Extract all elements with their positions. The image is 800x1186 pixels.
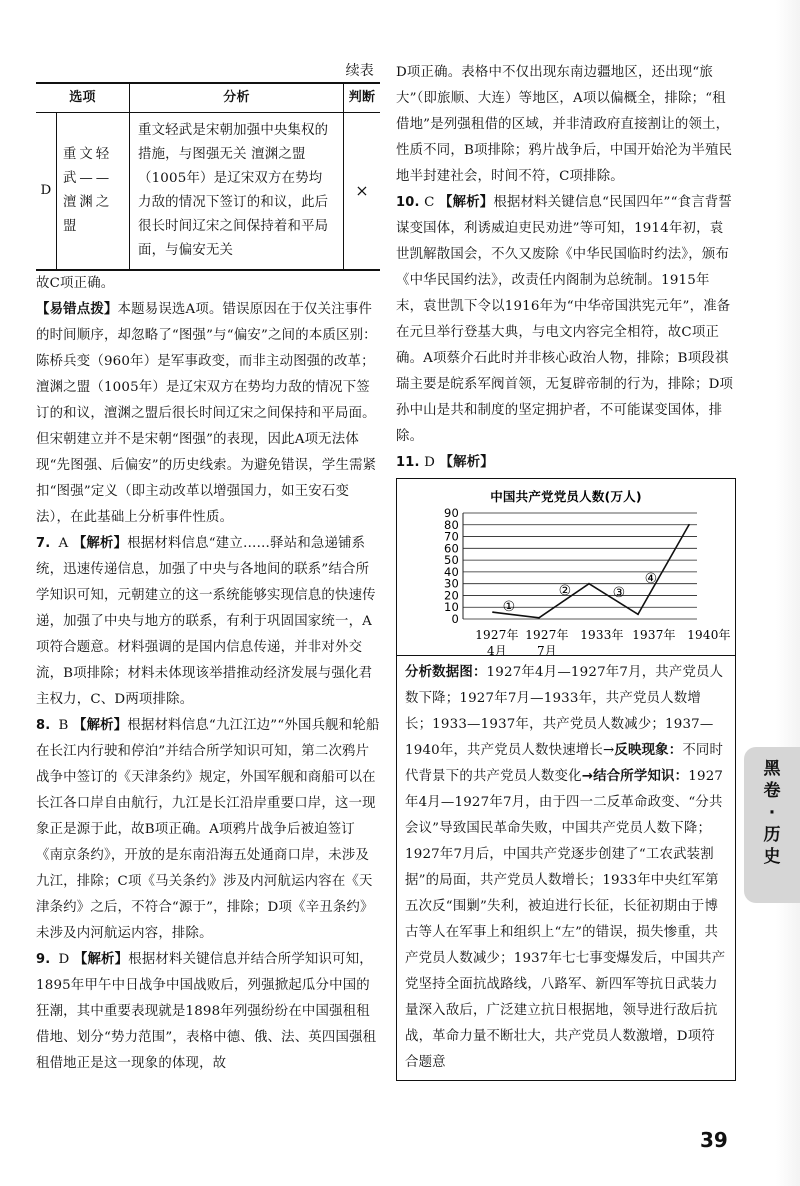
continued-label: 续表 xyxy=(345,63,374,79)
y-tick-0: 0 xyxy=(451,612,459,626)
table-cell-judgment: × xyxy=(344,113,381,271)
table-cell-item: 重文轻武——澶渊之盟 xyxy=(57,113,130,271)
question-9 xyxy=(36,947,380,1077)
table-cell-option: D xyxy=(36,113,57,271)
table-row xyxy=(36,113,380,271)
question-10 xyxy=(396,190,736,450)
chart-title: 中国共产党党员人数(万人) xyxy=(490,489,642,504)
data-point-4 xyxy=(688,524,690,526)
q11-tag: 【解析】 xyxy=(439,455,494,470)
q8-number: 8. xyxy=(36,718,51,733)
data-point-0 xyxy=(492,611,494,613)
analysis-box xyxy=(396,656,736,1081)
q10-text: 根据材料关键信息“民国四年”“食言背誓谋变国体，利诱威迫吏民劝进”等可知，1914年初，袁世凯解散国会，不久又废除《中华民国临时约法》，颁布《中华民国约法》，改责任内阁制为总统制。1915年末，袁世凯下令以1916年为“中华帝国洪宪元年”，准备在元旦举行登基大典，与电文内容完全相符，故C项正确。A项蔡介石此时并非核心政治人物，排除；B项段祺瑞主要是皖系军阀首领，无复辟帝制的行为，排除；D项孙中山是共和制度的坚定拥护者，不可能谋变国体，排除。 xyxy=(396,195,734,444)
y-tick-70: 70 xyxy=(443,529,459,544)
annotation-3: ③ xyxy=(612,585,626,601)
q11-answer: D xyxy=(424,455,436,470)
q8-text: 根据材料信息“九江江边”“外国兵舰和轮船在长江内行驶和停泊”并结合所学知识可知，第二次鸦片战争中签订的《天津条约》规定，外国军舰和商船可以在长江各口岸自由航行，九江是长江沿岸重要口岸，这一现象正是源于此，故B项正确。A项鸦片战争后被迫签订《南京条约》，开放的是东南沿海五处通商口岸，未涉及九江，排除；C项《马关条约》涉及内河航运内容在《天津条约》之后，不符合“源于”，排除；D项《辛丑条约》未涉及内河航运内容，排除。 xyxy=(36,718,380,941)
q9-tag: 【解析】 xyxy=(73,952,129,967)
side-tab-label-2: · xyxy=(768,803,776,823)
annotation-4: ④ xyxy=(644,571,658,587)
y-tick-20: 20 xyxy=(443,588,459,603)
analysis-heading-1: 分析数据图： xyxy=(405,665,487,680)
line-chart xyxy=(397,479,735,655)
q9-text: 根据材料关键信息并结合所学知识可知，1895年甲午中日战争中国战败后，列强掀起瓜分中国的狂潮，其中重要表现就是1898年列强纷纷在中国强租租借地、划分“势力范围”，表格中德、俄、法、英四国强租租借地正是这一现象的体现，故 xyxy=(36,952,377,1071)
right-column xyxy=(396,60,736,1081)
y-tick-60: 60 xyxy=(443,541,459,556)
chart-box xyxy=(396,478,736,656)
analysis-heading-3: →结合所学知识： xyxy=(581,769,689,784)
q7-text: 根据材料信息“建立……驿站和急递铺系统，迅速传递信息，加强了中央与各地间的联系”结合所学知识可知，元朝建立的这一系统能够实现信息的快速传递，加强了中央与地方的联系，有利于巩固国家统一，A项符合题意。材料强调的是国内信息传递，并非对外交流，B项排除；材料未体现该举措推动经济发展与强化君主权力，C、D两项排除。 xyxy=(36,536,376,707)
q9-number: 9. xyxy=(36,952,51,967)
series-line xyxy=(493,525,689,618)
x-label-2: 1933年 xyxy=(580,628,624,642)
q10-answer: C xyxy=(424,195,435,210)
x-sublabel-0: 4月 xyxy=(486,644,508,655)
table-header-row xyxy=(36,83,380,113)
left-column xyxy=(36,60,380,1077)
chart-area xyxy=(397,479,735,655)
y-tick-30: 30 xyxy=(443,576,459,591)
table-header-judgment: 判断 xyxy=(344,83,381,113)
analysis-heading-2: 反映现象： xyxy=(614,743,683,758)
question-11 xyxy=(396,450,736,476)
q7-tag: 【解析】 xyxy=(72,536,128,551)
side-tab-label xyxy=(760,758,784,868)
q8-tag: 【解析】 xyxy=(72,718,128,733)
question-8 xyxy=(36,713,380,947)
y-tick-80: 80 xyxy=(443,517,459,532)
side-tab-label-1: 黑卷 xyxy=(763,759,781,801)
question-7 xyxy=(36,531,380,713)
analysis-text-1: 1927年4月—1927年7月，共产党员人数下降；1927年7月—1933年，共产党员人数增长；1933—1937年，共产党员人数减少；1937—1940年，共产党员人数快速增长→ xyxy=(405,665,724,758)
q8-answer: B xyxy=(58,718,69,733)
analysis-table xyxy=(36,82,380,271)
table-header-option: 选项 xyxy=(36,83,130,113)
analysis-text-2: 不同时代背景下的共产党员人数变化 xyxy=(405,743,724,784)
side-tab-label-3: 历史 xyxy=(763,825,781,867)
q9-answer: D xyxy=(58,952,70,967)
table-cell-analysis: 重文轻武是宋朝加强中央集权的措施，与图强无关 澶渊之盟（1005年）是辽宋双方在势均力敌的情况下签订的和议，此后很长时间辽宋之间保持着和平局面，与偏安无关 xyxy=(130,113,344,271)
q10-tag: 【解析】 xyxy=(439,195,494,210)
annotation-2: ② xyxy=(558,583,572,599)
table-header-analysis: 分析 xyxy=(130,83,344,113)
q11-number: 11. xyxy=(396,455,420,470)
conclusion-text: 故C项正确。 xyxy=(36,276,115,291)
page-number: 39 xyxy=(700,1128,728,1152)
error-tip-paragraph xyxy=(36,297,380,531)
error-tip-tag: 【易错点拨】 xyxy=(36,302,118,317)
data-point-2 xyxy=(588,583,590,585)
x-label-3: 1937年 xyxy=(632,628,676,642)
y-tick-10: 10 xyxy=(443,600,459,615)
data-point-1 xyxy=(538,617,540,619)
y-tick-90: 90 xyxy=(443,506,459,520)
q7-number: 7. xyxy=(36,536,51,551)
error-tip-text: 本题易误选A项。错误原因在于仅关注事件的时间顺序，却忽略了“图强”与“偏安”之间的本质区别：陈桥兵变（960年）是军事政变，而非主动图强的改革；澶渊之盟（1005年）是辽宋双方在势均力敌的情况下签订的和议，澶渊之盟后很长时间辽宋之间保持和平局面。但宋朝建立并不是宋朝“图强”的表现，因此A项无法体现“先图强、后偏安”的历史线索。为避免错误，学生需紧扣“图强”定义（即主动改革以增强国力，如王安石变法），在此基础上分析事件性质。 xyxy=(36,302,377,525)
q9-continued: D项正确。表格中不仅出现东南边疆地区，还出现“旅大”（即旅顺、大连）等地区，A项以偏概全，排除；“租借地”是列强租借的区域，并非清政府直接割让的领土，性质不同，B项排除；鸦片战争后，中国开始沦为半殖民地半封建社会，时间不符，C项排除。 xyxy=(396,65,733,184)
x-sublabel-1: 7月 xyxy=(536,644,558,655)
x-label-1: 1927年 xyxy=(525,628,569,642)
q10-number: 10. xyxy=(396,195,420,210)
data-point-3 xyxy=(637,613,639,615)
y-tick-40: 40 xyxy=(443,564,459,579)
y-tick-50: 50 xyxy=(443,553,459,568)
x-label-4: 1940年 xyxy=(687,628,731,642)
q7-answer: A xyxy=(58,536,69,551)
analysis-text-3: 1927年4月—1927年7月，由于四一二反革命政变、“分共会议”导致国民革命失败，中国共产党员人数下降；1927年7月后，中国共产党逐步创建了“工农武装割据”的局面，共产党员人数增长；1933年中央红军第五次反“围剿”失利，被迫进行长征，长征初期由于博古等人在军事上和组织上“左”的错误，损失惨重，共产党员人数减少；1937年七七事变爆发后，中国共产党坚持全面抗战路线，八路军、新四军等抗日武装力量深入敌后，广泛建立抗日根据地，领导进行敌后抗战，革命力量不断壮大，共产党员人数激增，D项符合题意 xyxy=(405,769,726,1070)
x-label-0: 1927年 xyxy=(475,628,519,642)
page-edge-shadow xyxy=(776,0,800,1186)
annotation-1: ① xyxy=(502,599,516,615)
